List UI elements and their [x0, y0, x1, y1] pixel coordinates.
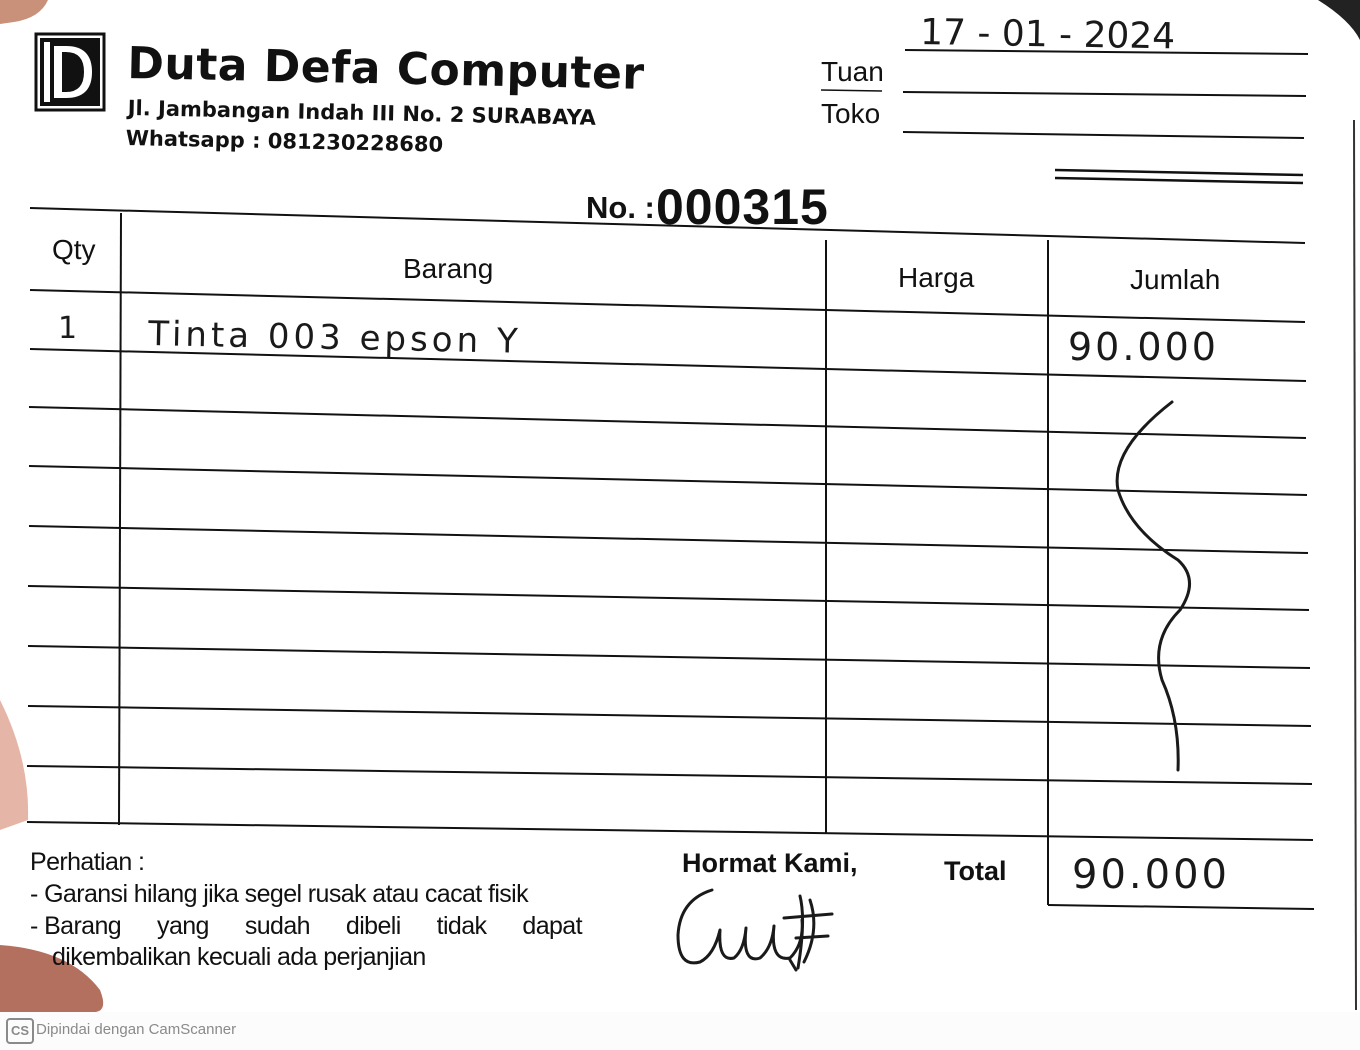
camscanner-logo-icon: CS	[6, 1018, 34, 1044]
column-header-qty: Qty	[52, 234, 96, 265]
double-line-1	[1055, 170, 1303, 175]
signature	[678, 890, 832, 970]
double-line-2	[1055, 178, 1303, 183]
handwriting	[58, 12, 1230, 970]
company-whatsapp: Whatsapp : 081230228680	[125, 126, 444, 157]
notice-line-2	[30, 912, 582, 941]
item-table-grid	[27, 208, 1314, 909]
notice-word: dibeli	[345, 912, 401, 940]
paper-edge-right	[1318, 0, 1360, 40]
finger-top-left	[0, 0, 48, 24]
row1-qty: 1	[58, 311, 78, 346]
toko-line	[903, 132, 1304, 138]
signature-label: Hormat Kami,	[682, 848, 858, 878]
paper-edge-right-line	[1354, 120, 1356, 1010]
finger-left-edge	[0, 700, 28, 830]
tuan-label: Tuan	[821, 56, 884, 87]
total-value: 90.000	[1072, 852, 1230, 898]
column-header-barang: Barang	[403, 253, 494, 284]
scanner-footer-text: Dipindai dengan CamScanner	[36, 1021, 237, 1038]
notice-title: Perhatian :	[30, 848, 145, 876]
notice-word: tidak	[436, 912, 487, 940]
notice-word: - Barang	[30, 912, 122, 940]
total-label: Total	[944, 856, 1007, 886]
notice-word: dapat	[522, 912, 582, 940]
receipt-number-label: No. :	[586, 190, 655, 225]
date-handwriting: 17 - 01 - 2024	[919, 12, 1176, 58]
column-header-jumlah: Jumlah	[1130, 264, 1221, 295]
tuan-underline	[821, 90, 882, 91]
row1-jumlah: 90.000	[1068, 325, 1219, 369]
company-address: Jl. Jambangan Indah III No. 2 SURABAYA	[127, 96, 597, 130]
row1-barang: Tinta 003 epson Y	[147, 314, 523, 362]
column-header-harga: Harga	[898, 262, 975, 293]
notice-word: yang	[157, 912, 209, 940]
toko-label: Toko	[821, 98, 881, 129]
continuation-squiggle	[1117, 402, 1189, 770]
receipt-number: 000315	[656, 179, 829, 235]
notice-line-3: dikembalikan kecuali ada perjanjian	[52, 943, 426, 971]
notice-word: sudah	[244, 912, 310, 940]
notice-line-1: - Garansi hilang jika segel rusak atau cacat fisik	[30, 880, 529, 908]
company-name: Duta Defa Computer	[126, 38, 646, 100]
company-logo	[36, 34, 104, 110]
tuan-line	[903, 92, 1306, 96]
